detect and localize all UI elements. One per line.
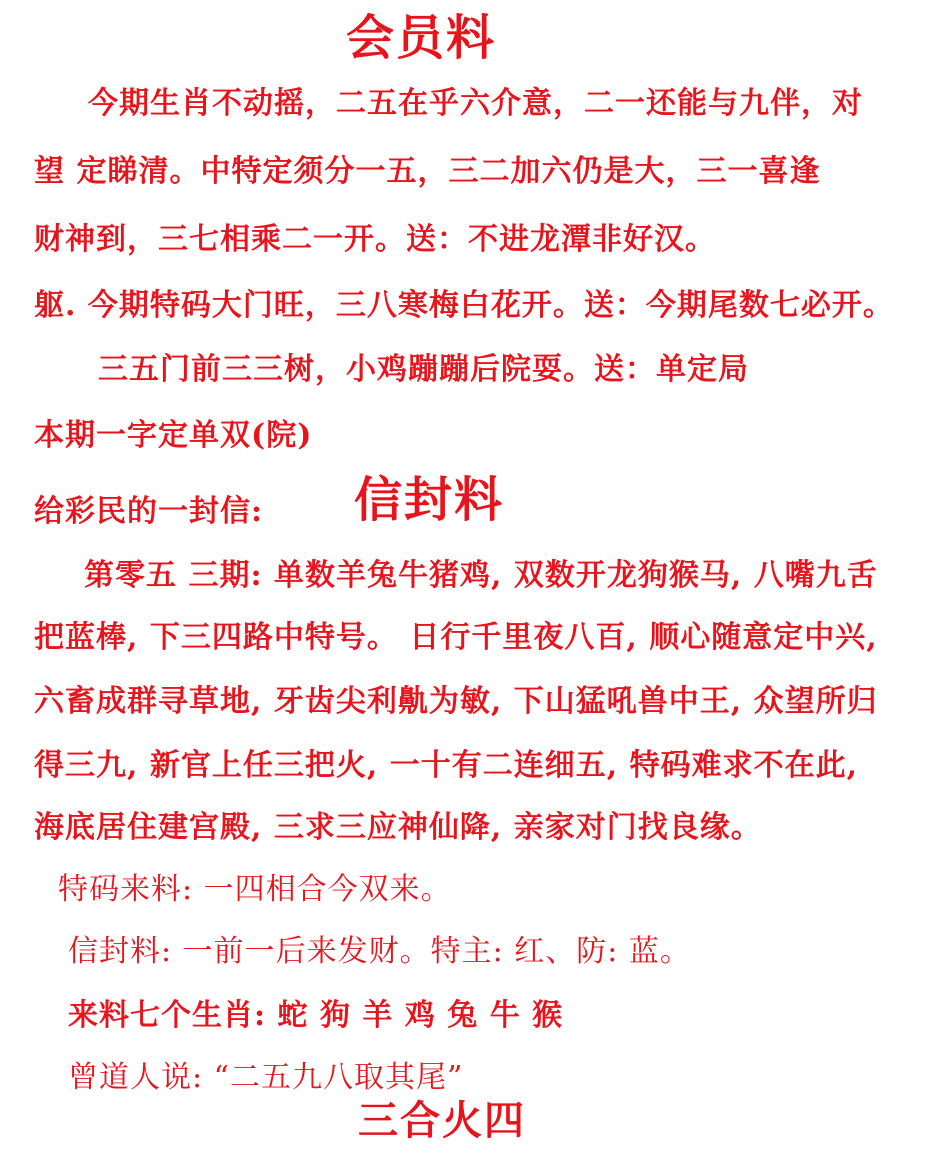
member-line-6: 本期一字定单双(院) bbox=[34, 418, 313, 453]
member-line-4: 躯. 今期特码大门旺，三八寒梅白花开。送：今期尾数七必开。 bbox=[34, 288, 894, 323]
letter-line-4: 得三九, 新官上任三把火, 一十有二连细五, 特码难求不在此, bbox=[34, 748, 859, 783]
letter-title: 信封料 bbox=[354, 472, 505, 528]
member-line-2: 望 定睇清。中特定须分一五，三二加六仍是大，三一喜逢 bbox=[34, 154, 821, 189]
member-line-3: 财神到，三七相乘二一开。送：不进龙潭非好汉。 bbox=[34, 222, 716, 257]
letter-intro: 给彩民的一封信: bbox=[34, 494, 264, 529]
letter-line-3: 六畜成群寻草地, 牙齿尖利鼽为敏, 下山猛吼兽中王, 众望所归 bbox=[34, 684, 878, 719]
summary-line-4: 曾道人说: “二五九八取其尾” bbox=[68, 1060, 464, 1095]
letter-line-1: 第零五 三期: 单数羊兔牛猪鸡, 双数开龙狗猴马, 八嘴九舌 bbox=[84, 558, 878, 593]
member-title: 会员料 bbox=[346, 10, 497, 66]
summary-line-3: 来料七个生肖: 蛇 狗 羊 鸡 兔 牛 猴 bbox=[68, 998, 564, 1033]
member-line-5: 三五门前三三树，小鸡蹦蹦后院耍。送：单定局 bbox=[98, 352, 749, 387]
summary-line-1: 特码来料: 一四相合今双来。 bbox=[58, 872, 452, 907]
summary-line-2: 信封料: 一前一后来发财。特主: 红、防: 蓝。 bbox=[68, 934, 691, 969]
letter-line-5: 海底居住建宫殿, 三求三应神仙降, 亲家对门找良缘。 bbox=[34, 810, 762, 845]
member-line-1: 今期生肖不动摇，二五在乎六介意，二一还能与九伴，对 bbox=[88, 86, 863, 121]
letter-line-2: 把蓝棒, 下三四路中特号。 日行千里夜八百, 顺心随意定中兴, bbox=[34, 620, 878, 655]
summary-footer: 三合火四 bbox=[358, 1097, 526, 1144]
